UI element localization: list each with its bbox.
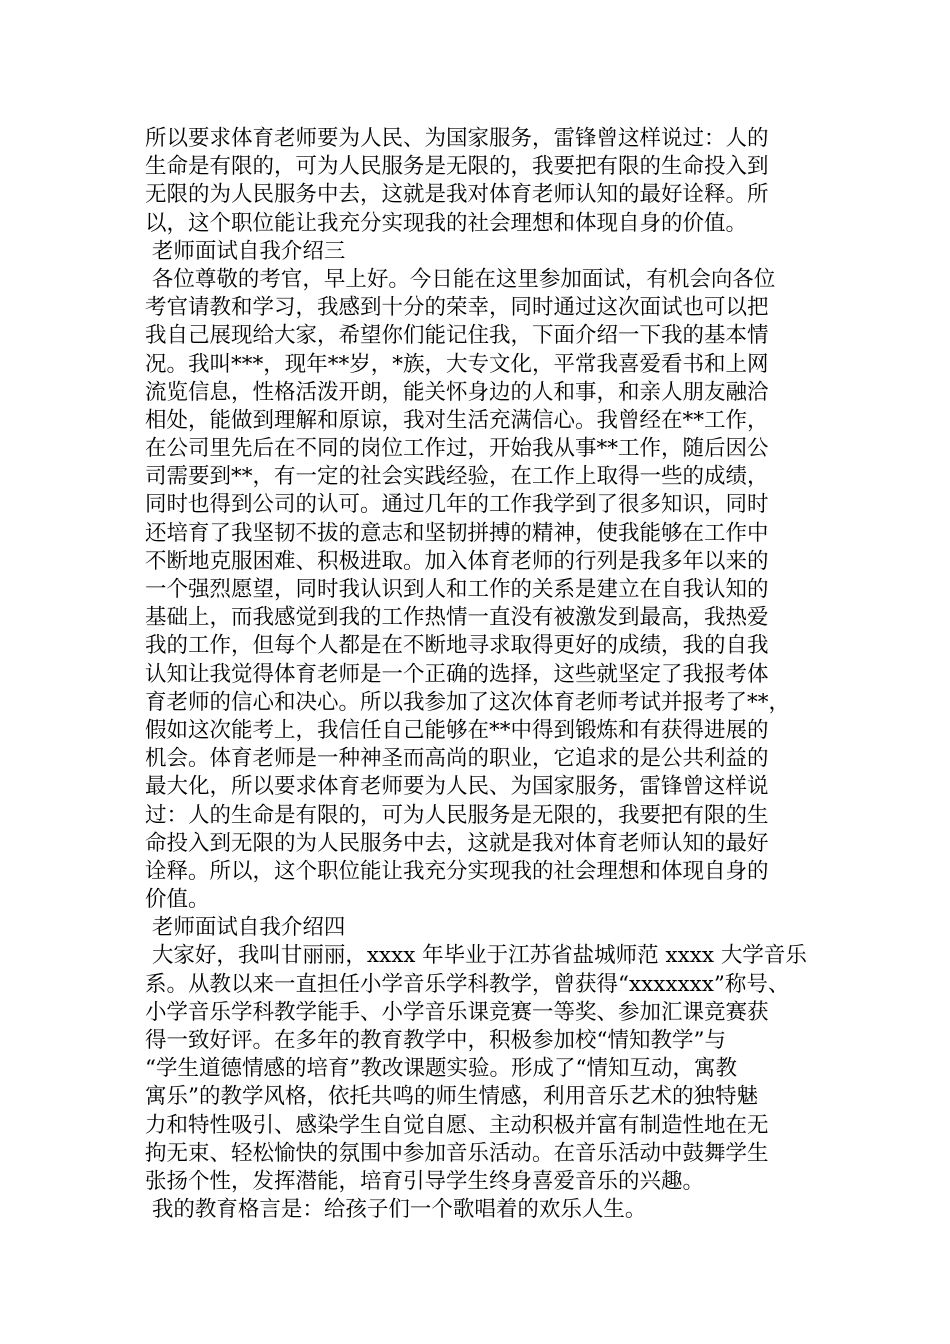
text-line: 小学音乐学科教学能手、小学音乐课竞赛一等奖、参加汇课竞赛获 (145, 999, 769, 1025)
text-line: 同时也得到公司的认可。通过几年的工作我学到了很多知识，同时 (145, 492, 769, 518)
text-line: 还培育了我坚韧不拔的意志和坚韧拼搏的精神，使我能够在工作中 (145, 520, 769, 546)
text-line: 司需要到**，有一定的社会实践经验，在工作上取得一些的成绩， (145, 464, 769, 490)
text-line: 各位尊敬的考官，早上好。今日能在这里参加面试，有机会向各位 (145, 266, 776, 292)
text-line: 大家好，我叫甘丽丽，xxxx 年毕业于江苏省盐城师范 xxxx 大学音乐 (145, 943, 807, 969)
text-line: 命投入到无限的为人民服务中去，这就是我对体育老师认知的最好 (145, 830, 769, 856)
text-line: 无限的为人民服务中去，这就是我对体育老师认知的最好诠释。所 (145, 182, 769, 208)
text-line: 诠释。所以，这个职位能让我充分实现我的社会理想和体现自身的 (145, 858, 769, 884)
text-line: 所以要求体育老师要为人民、为国家服务，雷锋曾这样说过：人的 (145, 126, 769, 151)
text-line: 育老师的信心和决心。所以我参加了这次体育老师考试并报考了**， (145, 689, 791, 715)
section-heading: 老师面试自我介绍四 (145, 915, 346, 941)
text-line: 在公司里先后在不同的岗位工作过，开始我从事**工作，随后因公 (145, 436, 769, 462)
text-line: 过：人的生命是有限的，可为人民服务是无限的，我要把有限的生 (145, 802, 769, 828)
text-line: 力和特性吸引、感染学生自觉自愿、主动积极并富有制造性地在无 (145, 1112, 769, 1138)
text-line: 况。我叫***，现年**岁，*族，大专文化，平常我喜爱看书和上网 (145, 351, 769, 377)
text-line: 张扬个性，发挥潜能，培育引导学生终身喜爱音乐的兴趣。 (145, 1168, 705, 1194)
text-line: 生命是有限的，可为人民服务是无限的，我要把有限的生命投入到 (145, 154, 769, 180)
text-line: 考官请教和学习，我感到十分的荣幸，同时通过这次面试也可以把 (145, 295, 769, 321)
document-body (145, 125, 805, 1224)
text-line: 拘无束、轻松愉快的氛围中参加音乐活动。在音乐活动中鼓舞学生 (145, 1140, 769, 1166)
text-line: 相处，能做到理解和原谅，我对生活充满信心。我曾经在**工作， (145, 407, 769, 433)
text-line: 流览信息，性格活泼开朗，能关怀身边的人和事，和亲人朋友融洽 (145, 379, 769, 405)
text-line: 最大化，所以要求体育老师要为人民、为国家服务，雷锋曾这样说 (145, 774, 769, 800)
text-line: 基础上，而我感觉到我的工作热情一直没有被激发到最高，我热爱 (145, 605, 769, 631)
text-line: 不断地克服困难、积极进取。加入体育老师的行列是我多年以来的 (145, 548, 769, 574)
text-line: 机会。体育老师是一种神圣而高尚的职业，它追求的是公共利益的 (145, 746, 769, 772)
section-heading: 老师面试自我介绍三 (145, 238, 346, 264)
text-line: 我的工作，但每个人都是在不断地寻求取得更好的成绩，我的自我 (145, 633, 769, 659)
text-line: 价值。 (145, 887, 210, 913)
text-line: 系。从教以来一直担任小学音乐学科教学，曾获得“xxxxxxx”称号、 (145, 971, 790, 997)
text-line: 我的教育格言是：给孩子们一个歌唱着的欢乐人生。 (145, 1197, 647, 1223)
text-line: 假如这次能考上，我信任自己能够在**中得到锻炼和有获得进展的 (145, 717, 769, 743)
text-line: 认知让我觉得体育老师是一个正确的选择，这些就坚定了我报考体 (145, 661, 769, 687)
text-line: 得一致好评。在多年的教育教学中，积极参加校“情知教学”与 (145, 1028, 726, 1053)
text-line: 我自己展现给大家，希望你们能记住我，下面介绍一下我的基本情 (145, 323, 769, 349)
text-line: 以，这个职位能让我充分实现我的社会理想和体现自身的价值。 (145, 210, 748, 236)
text-line: 一个强烈愿望，同时我认识到人和工作的关系是建立在自我认知的 (145, 577, 769, 602)
text-line: “学生道德情感的培育”教改课题实验。形成了“情知互动，寓教 (145, 1056, 737, 1082)
text-line: 寓乐”的教学风格，依托共鸣的师生情感，利用音乐艺术的独特魅 (145, 1084, 758, 1110)
